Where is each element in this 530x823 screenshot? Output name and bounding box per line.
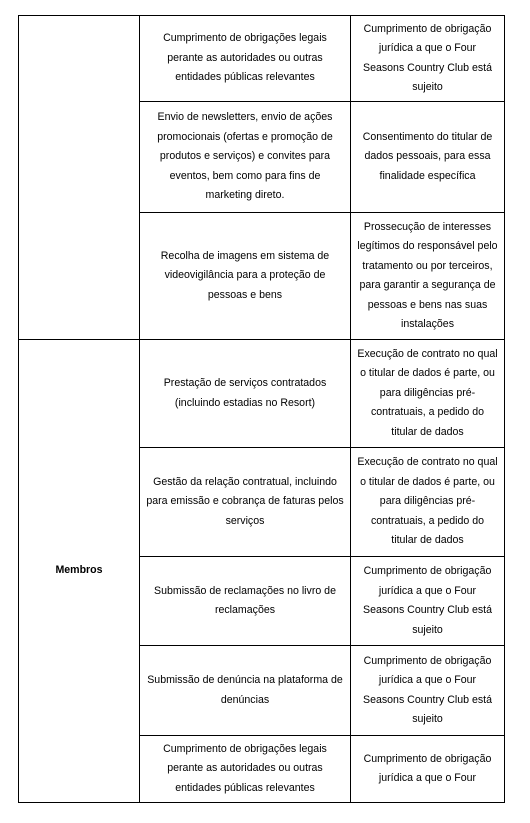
legal-basis-cell: Consentimento do titular de dados pessoais, para essa finalidade específica [351, 102, 505, 213]
legal-basis-cell: Cumprimento de obrigação jurídica a que o Four Seasons Country Club está sujeito [351, 557, 505, 646]
category-cell-membros: Membros [19, 340, 140, 803]
data-processing-table [18, 15, 505, 803]
purpose-cell: Prestação de serviços contratados (incluindo estadias no Resort) [140, 340, 351, 448]
legal-basis-cell: Execução de contrato no qual o titular de dados é parte, ou para diligências pré-contratuais, a pedido do titular de dados [351, 448, 505, 557]
table-row [19, 340, 505, 448]
legal-basis-cell: Cumprimento de obrigação jurídica a que o Four Seasons Country Club está sujeito [351, 646, 505, 736]
category-cell [19, 16, 140, 340]
purpose-cell: Submissão de reclamações no livro de reclamações [140, 557, 351, 646]
purpose-cell: Envio de newsletters, envio de ações promocionais (ofertas e promoção de produtos e serviços) e convites para eventos, bem como para fins de marketing direto. [140, 102, 351, 213]
purpose-cell: Gestão da relação contratual, incluindo para emissão e cobrança de faturas pelos serviços [140, 448, 351, 557]
table-row [19, 16, 505, 102]
legal-basis-cell: Execução de contrato no qual o titular de dados é parte, ou para diligências pré-contratuais, a pedido do titular de dados [351, 340, 505, 448]
purpose-cell: Submissão de denúncia na plataforma de denúncias [140, 646, 351, 736]
purpose-cell: Cumprimento de obrigações legais perante as autoridades ou outras entidades públicas relevantes [140, 16, 351, 102]
legal-basis-cell: Cumprimento de obrigação jurídica a que o Four [351, 736, 505, 803]
legal-basis-cell: Prossecução de interesses legítimos do responsável pelo tratamento ou por terceiros, para garantir a segurança de pessoas e bens nas suas instalações [351, 213, 505, 340]
purpose-cell: Cumprimento de obrigações legais perante as autoridades ou outras entidades públicas relevantes [140, 736, 351, 803]
legal-basis-cell: Cumprimento de obrigação jurídica a que o Four Seasons Country Club está sujeito [351, 16, 505, 102]
purpose-cell: Recolha de imagens em sistema de videovigilância para a proteção de pessoas e bens [140, 213, 351, 340]
